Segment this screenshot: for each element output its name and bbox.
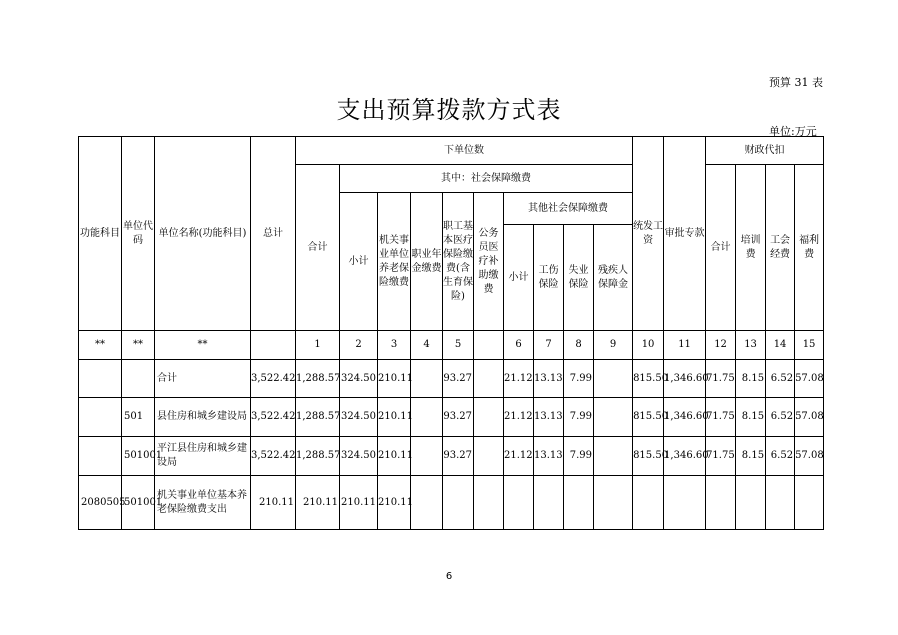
header-other: 其他社会保障缴费 [504, 193, 633, 225]
cell: 210.11 [378, 437, 411, 476]
header-xiaoji: 小计 [340, 193, 378, 331]
cell: 57.08 [795, 360, 824, 398]
cell: 8.15 [736, 360, 766, 398]
cell: 1,288.57 [296, 360, 340, 398]
header-disab: 残疾人保障金 [594, 225, 633, 331]
cell [474, 476, 504, 530]
cell [79, 437, 122, 476]
cell: 57.08 [795, 437, 824, 476]
cell [633, 476, 664, 530]
cell: 21.12 [504, 360, 534, 398]
cell [795, 476, 824, 530]
cell: 501001 [122, 476, 155, 530]
cell [706, 476, 736, 530]
cell [594, 437, 633, 476]
cell: 324.50 [340, 398, 378, 437]
header-finance: 财政代扣 [706, 137, 824, 165]
idx-cell [474, 331, 504, 360]
cell: 501001 [122, 437, 155, 476]
cell [504, 476, 534, 530]
cell: 815.50 [633, 360, 664, 398]
cell: 1,346.60 [664, 437, 706, 476]
cell: 7.99 [564, 360, 594, 398]
header-annuity: 职业年金缴费 [411, 193, 443, 331]
cell: 3,522.42 [251, 360, 296, 398]
cell: 3,522.42 [251, 437, 296, 476]
cell: 13.13 [534, 360, 564, 398]
idx-cell: 6 [504, 331, 534, 360]
cell: 2080505 [79, 476, 122, 530]
cell: 6.52 [766, 360, 795, 398]
idx-cell: 10 [633, 331, 664, 360]
idx-cell: 9 [594, 331, 633, 360]
idx-cell: 11 [664, 331, 706, 360]
cell [411, 398, 443, 437]
cell: 210.11 [378, 398, 411, 437]
idx-cell: 14 [766, 331, 795, 360]
cell: 57.08 [795, 398, 824, 437]
header-heji: 合计 [296, 165, 340, 331]
cell: 县住房和城乡建设局 [155, 398, 251, 437]
header-medical: 职工基本医疗保险缴费(含生育保险) [443, 193, 474, 331]
header-civil: 公务员医疗补助缴费 [474, 193, 504, 331]
header-unified: 统发工资 [633, 137, 664, 331]
cell: 71.75 [706, 437, 736, 476]
cell [594, 360, 633, 398]
cell: 6.52 [766, 437, 795, 476]
header-f-heji: 合计 [706, 165, 736, 331]
idx-cell: ** [122, 331, 155, 360]
cell: 8.15 [736, 437, 766, 476]
cell [411, 360, 443, 398]
cell: 324.50 [340, 360, 378, 398]
header-pension: 机关事业单位养老保险缴费 [378, 193, 411, 331]
idx-cell: 1 [296, 331, 340, 360]
cell: 210.11 [296, 476, 340, 530]
cell: 210.11 [378, 476, 411, 530]
unit-label: 单位:万元 [769, 125, 817, 138]
table-row [79, 437, 824, 476]
idx-cell: 8 [564, 331, 594, 360]
cell: 7.99 [564, 398, 594, 437]
table-reference: 预算 31 表 [769, 76, 823, 89]
cell: 210.11 [340, 476, 378, 530]
header-welfare: 福利费 [795, 165, 824, 331]
cell: 3,522.42 [251, 398, 296, 437]
idx-cell: 7 [534, 331, 564, 360]
idx-cell: 3 [378, 331, 411, 360]
cell: 815.50 [633, 437, 664, 476]
cell [534, 476, 564, 530]
idx-cell [251, 331, 296, 360]
cell: 13.13 [534, 398, 564, 437]
header-total: 总计 [251, 137, 296, 331]
idx-cell: 15 [795, 331, 824, 360]
cell [474, 437, 504, 476]
cell: 1,346.60 [664, 398, 706, 437]
cell: 13.13 [534, 437, 564, 476]
cell: 93.27 [443, 398, 474, 437]
header-union: 工会经费 [766, 165, 795, 331]
cell: 21.12 [504, 437, 534, 476]
cell: 210.11 [251, 476, 296, 530]
cell [411, 476, 443, 530]
header-lower: 下单位数 [296, 137, 633, 165]
header-unemp: 失业保险 [564, 225, 594, 331]
table-row [79, 360, 824, 398]
budget-table [78, 136, 824, 530]
cell [474, 360, 504, 398]
table-row [79, 476, 824, 530]
cell [79, 360, 122, 398]
page-number: 6 [445, 571, 453, 582]
cell: 71.75 [706, 398, 736, 437]
cell: 71.75 [706, 360, 736, 398]
cell: 合计 [155, 360, 251, 398]
table-row [79, 398, 824, 437]
idx-cell: 2 [340, 331, 378, 360]
header-special: 审批专款 [664, 137, 706, 331]
page-title: 支出预算拨款方式表 [336, 96, 562, 124]
header-unitcode: 单位代码 [122, 137, 155, 331]
header-func: 功能科目 [79, 137, 122, 331]
cell: 1,346.60 [664, 360, 706, 398]
cell [664, 476, 706, 530]
cell: 815.50 [633, 398, 664, 437]
idx-cell: 5 [443, 331, 474, 360]
cell [122, 360, 155, 398]
cell [594, 476, 633, 530]
cell: 93.27 [443, 437, 474, 476]
cell: 93.27 [443, 360, 474, 398]
cell: 501 [122, 398, 155, 437]
header-o-xiaoji: 小计 [504, 225, 534, 331]
idx-cell: 12 [706, 331, 736, 360]
cell: 7.99 [564, 437, 594, 476]
cell: 1,288.57 [296, 398, 340, 437]
header-training: 培训费 [736, 165, 766, 331]
idx-cell: 4 [411, 331, 443, 360]
cell: 平江县住房和城乡建设局 [155, 437, 251, 476]
cell [564, 476, 594, 530]
header-social: 其中：社会保障缴费 [340, 165, 633, 193]
cell [443, 476, 474, 530]
cell [79, 398, 122, 437]
idx-cell: ** [79, 331, 122, 360]
cell [474, 398, 504, 437]
idx-cell: ** [155, 331, 251, 360]
cell: 机关事业单位基本养老保险缴费支出 [155, 476, 251, 530]
index-row [79, 331, 824, 360]
cell [411, 437, 443, 476]
cell: 21.12 [504, 398, 534, 437]
cell: 1,288.57 [296, 437, 340, 476]
cell: 8.15 [736, 398, 766, 437]
cell: 324.50 [340, 437, 378, 476]
cell: 6.52 [766, 398, 795, 437]
cell: 210.11 [378, 360, 411, 398]
cell [766, 476, 795, 530]
cell [736, 476, 766, 530]
cell [594, 398, 633, 437]
header-unitname: 单位名称(功能科目) [155, 137, 251, 331]
header-injury: 工伤保险 [534, 225, 564, 331]
idx-cell: 13 [736, 331, 766, 360]
